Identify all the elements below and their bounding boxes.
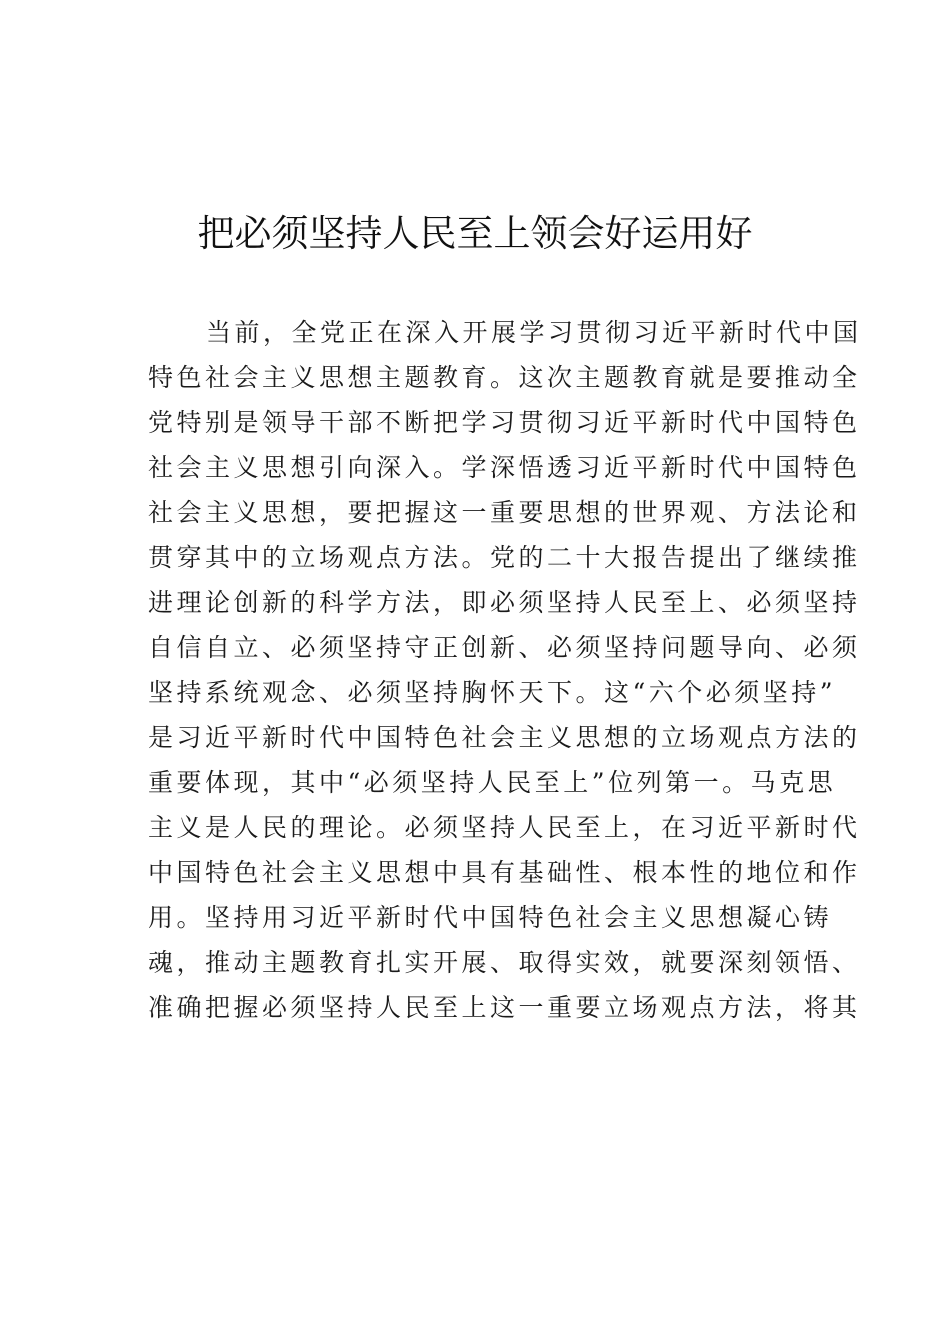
paragraph-line: 是习近平新时代中国特色社会主义思想的立场观点方法的 [148, 723, 861, 752]
paragraph-line: 社会主义思想引向深入。学深悟透习近平新时代中国特色 [148, 453, 861, 482]
paragraph-line: 用。坚持用习近平新时代中国特色社会主义思想凝心铸 [148, 903, 833, 932]
paragraph-line: 党特别是领导干部不断把学习贯彻习近平新时代中国特色 [148, 408, 861, 437]
paragraph-line: 社会主义思想，要把握这一重要思想的世界观、方法论和 [148, 498, 861, 527]
paragraph-line: 特色社会主义思想主题教育。这次主题教育就是要推动全 [148, 363, 861, 392]
paragraph-line: 准确把握必须坚持人民至上这一重要立场观点方法，将其 [148, 993, 861, 1022]
paragraph-line: 魂，推动主题教育扎实开展、取得实效，就要深刻领悟、 [148, 948, 861, 977]
document-title: 把必须坚持人民至上领会好运用好 [197, 212, 753, 255]
paragraph-line: 主义是人民的理论。必须坚持人民至上，在习近平新时代 [148, 813, 861, 842]
paragraph-line: 进理论创新的科学方法，即必须坚持人民至上、必须坚持 [148, 588, 861, 617]
paragraph-line: 当前，全党正在深入开展学习贯彻习近平新时代中国 [206, 318, 862, 347]
paragraph-line: 坚持系统观念、必须坚持胸怀天下。这“六个必须坚持” [148, 678, 837, 707]
paragraph-line: 自信自立、必须坚持守正创新、必须坚持问题导向、必须 [148, 633, 861, 662]
paragraph-line: 重要体现，其中“必须坚持人民至上”位列第一。马克思 [148, 768, 837, 797]
paragraph-line: 中国特色社会主义思想中具有基础性、根本性的地位和作 [148, 858, 861, 887]
body-paragraph [148, 310, 862, 1030]
paragraph-line: 贯穿其中的立场观点方法。党的二十大报告提出了继续推 [148, 543, 861, 572]
